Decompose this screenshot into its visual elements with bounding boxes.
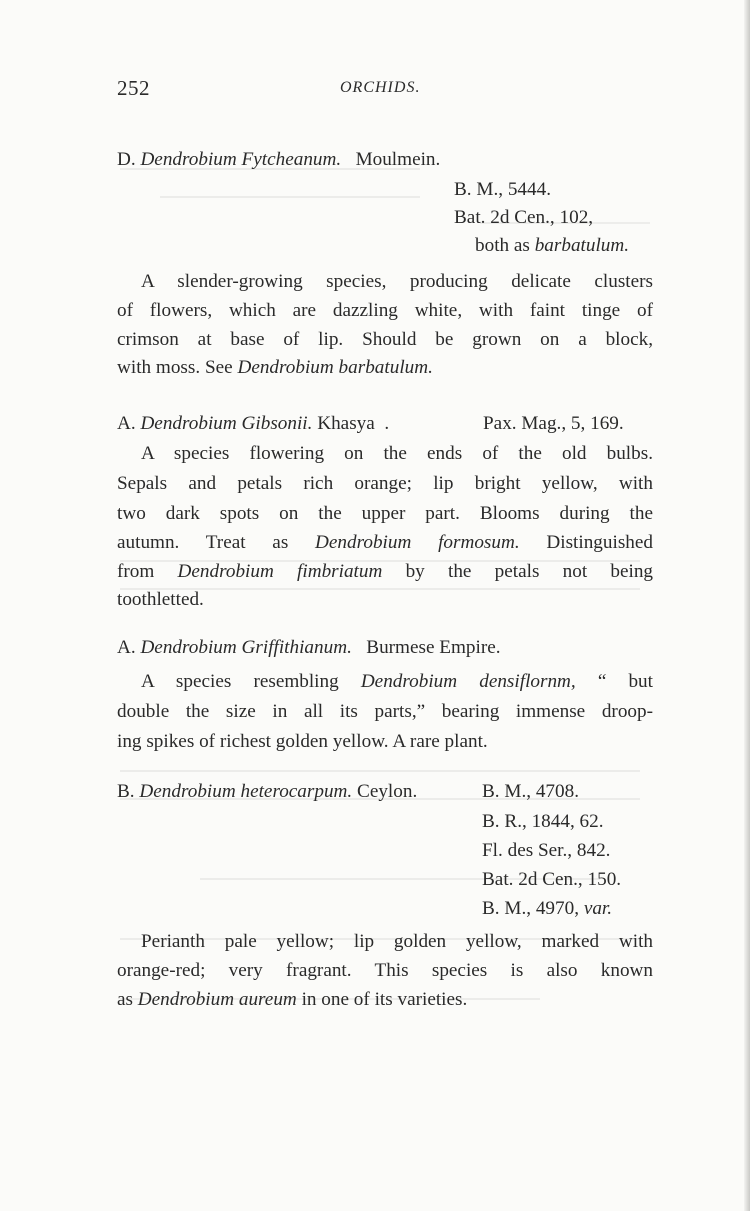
entry-reference: B. M., 5444. bbox=[454, 179, 552, 200]
description-text: Distinguished bbox=[546, 532, 653, 553]
entry-grade: A. bbox=[117, 413, 136, 434]
running-title: ORCHIDS. bbox=[340, 79, 421, 96]
entry-heading bbox=[117, 146, 653, 174]
description-line: ing spikes of richest golden yellow. A rare plant. bbox=[117, 731, 488, 752]
description-text: with moss. See bbox=[117, 357, 233, 378]
description-line: orange-red; very fragrant. This species is also known bbox=[117, 960, 653, 981]
description-line: crimson at base of lip. Should be grown on a block, bbox=[117, 329, 653, 350]
entry-reference-variant: var. bbox=[583, 898, 613, 919]
description-line: Sepals and petals rich orange; lip bright yellow, with bbox=[117, 473, 653, 494]
entry-reference: Bat. 2d Cen., 102, bbox=[454, 207, 594, 228]
description-line: of flowers, which are dazzling white, with faint tinge of bbox=[117, 300, 653, 321]
description-text: as bbox=[117, 989, 133, 1010]
leader-dot: . bbox=[384, 413, 390, 434]
entry-locale: Khasya bbox=[317, 413, 375, 434]
description-line: two dark spots on the upper part. Blooms during the bbox=[117, 503, 653, 524]
species-reference: Dendrobium barbatulum. bbox=[237, 357, 433, 378]
description-line: toothletted. bbox=[117, 589, 204, 610]
entry-heading bbox=[117, 634, 653, 662]
description-line: Perianth pale yellow; lip golden yellow, marked with bbox=[141, 931, 653, 952]
description-text: “ but bbox=[597, 671, 653, 692]
description-text: in one of its varieties. bbox=[301, 989, 468, 1010]
species-reference: Dendrobium formosum. bbox=[315, 532, 520, 553]
entry-reference: B. R., 1844, 62. bbox=[482, 811, 604, 832]
description-text: A species resembling bbox=[141, 671, 339, 692]
description-line: A slender-growing species, producing delicate clusters bbox=[141, 271, 653, 292]
description-text: by the petals not being bbox=[405, 561, 654, 582]
description-line bbox=[117, 354, 653, 382]
page-number: 252 bbox=[117, 76, 150, 100]
entry-grade: A. bbox=[117, 637, 136, 658]
page-edge-shadow bbox=[744, 0, 750, 1211]
entry-reference: Fl. des Ser., 842. bbox=[482, 840, 611, 861]
description-text: from bbox=[117, 561, 155, 582]
entry-grade: D. bbox=[117, 149, 136, 170]
entry-reference bbox=[482, 895, 612, 923]
entry-reference: Pax. Mag., 5, 169. bbox=[483, 413, 624, 434]
species-name: Dendrobium Gibsonii. bbox=[140, 413, 313, 434]
description-line: A species flowering on the ends of the old bulbs. bbox=[141, 443, 653, 464]
description-text: autumn. Treat as bbox=[117, 532, 289, 553]
entry-locale: Moulmein. bbox=[355, 149, 441, 170]
entry-reference bbox=[475, 232, 629, 260]
species-name: Dendrobium heterocarpum. bbox=[139, 781, 353, 802]
description-line bbox=[117, 529, 653, 557]
species-reference: Dendrobium densiflornm, bbox=[360, 671, 576, 692]
description-line: double the size in all its parts,” bearing immense droop- bbox=[117, 701, 653, 722]
entry-reference-text: both as bbox=[475, 235, 530, 256]
species-reference: Dendrobium aureum bbox=[137, 989, 297, 1010]
description-line bbox=[117, 558, 653, 586]
entry-grade: B. bbox=[117, 781, 135, 802]
species-name: Dendrobium Fytcheanum. bbox=[140, 149, 342, 170]
entry-reference: B. M., 4708. bbox=[482, 781, 580, 802]
entry-locale: Burmese Empire. bbox=[366, 637, 501, 658]
entry-reference: Bat. 2d Cen., 150. bbox=[482, 869, 622, 890]
description-line bbox=[117, 986, 653, 1014]
entry-reference-name: barbatulum. bbox=[534, 235, 630, 256]
entry-reference-text: B. M., 4970, bbox=[482, 898, 580, 919]
description-line bbox=[117, 668, 653, 696]
species-reference: Dendrobium fimbriatum bbox=[177, 561, 383, 582]
entry-locale: Ceylon. bbox=[357, 781, 418, 802]
species-name: Dendrobium Griffithianum. bbox=[140, 637, 352, 658]
